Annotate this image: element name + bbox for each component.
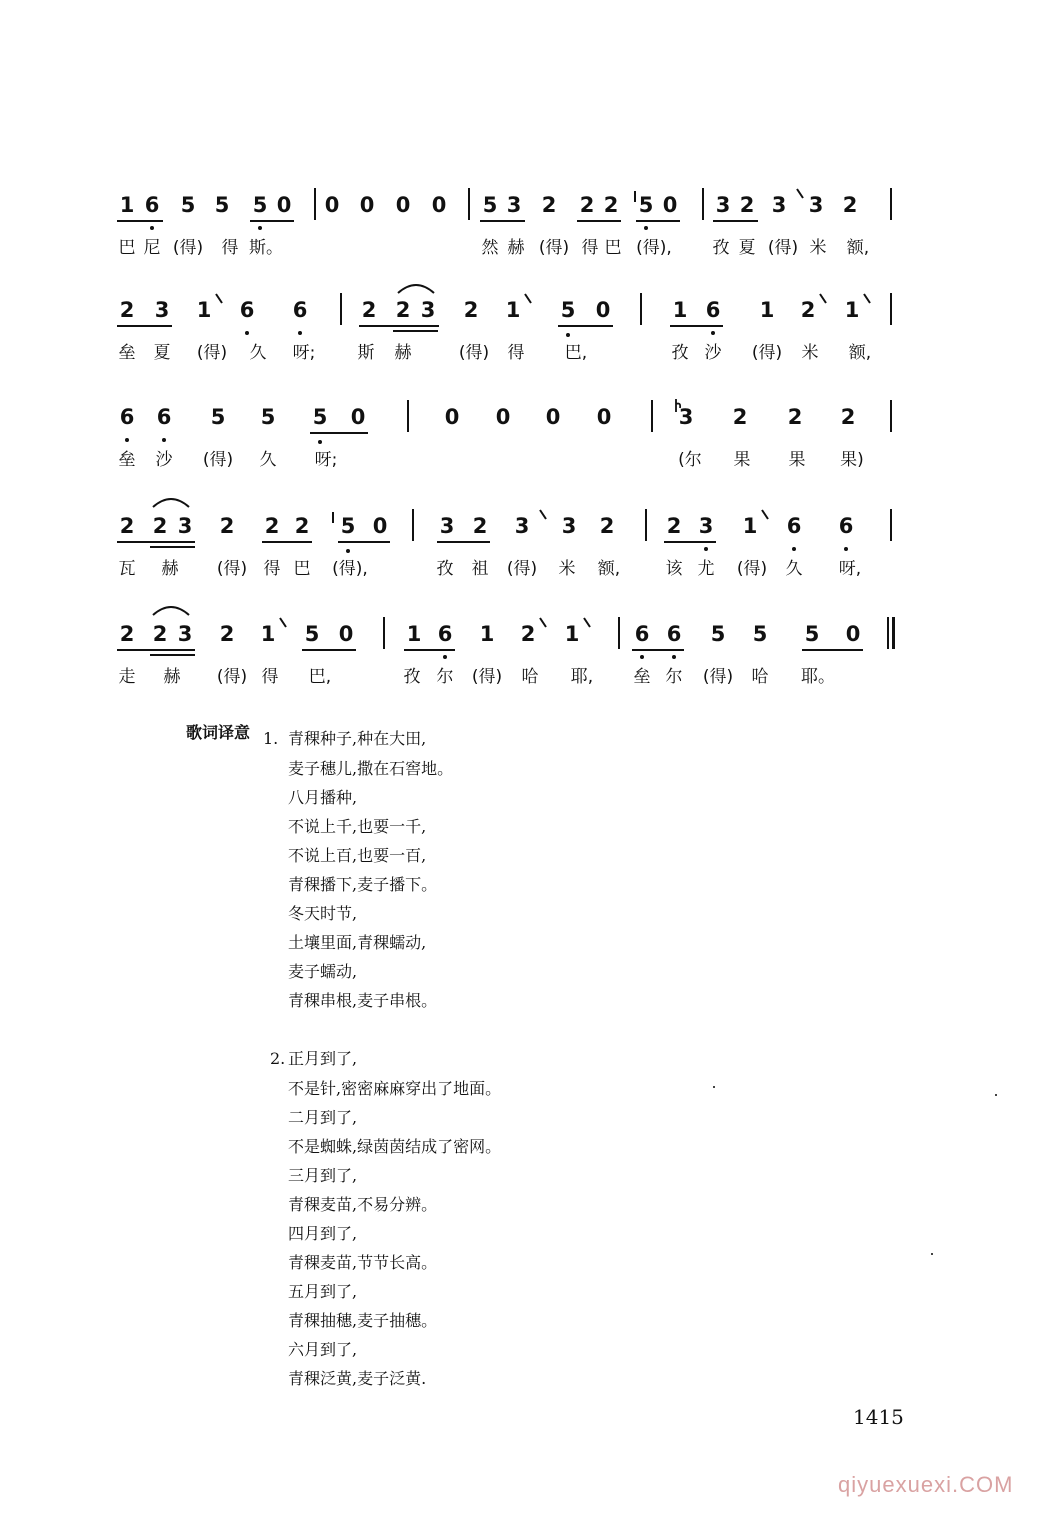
lyric-syllable: 得: [507, 343, 525, 363]
note: 5: [638, 193, 654, 217]
notation-row: [0, 513, 1054, 563]
lyric-syllable: 尔: [665, 667, 683, 687]
note: 5: [752, 622, 768, 646]
verse-line: 青稞串根,麦子串根。: [288, 991, 438, 1010]
grace-mark-icon: [632, 190, 640, 204]
note: 3: [177, 622, 193, 646]
lyric-syllable: 得: [581, 238, 599, 258]
note: 0: [596, 405, 612, 429]
lyric-syllable: 尔: [436, 667, 454, 687]
lyric-syllable: 沙: [155, 450, 173, 470]
breath-mark-icon: [523, 293, 533, 305]
notation-row: [0, 192, 1054, 242]
breath-mark-icon: [760, 509, 770, 521]
note: 2: [739, 193, 755, 217]
note: 0: [545, 405, 561, 429]
note: 0: [359, 193, 375, 217]
bar-line: [314, 188, 316, 220]
note: 2: [463, 298, 479, 322]
note: 2: [472, 514, 488, 538]
underline: [480, 220, 525, 222]
watermark: qiyuexuexi.COM: [838, 1472, 1014, 1497]
note: 2: [119, 298, 135, 322]
note: 2: [800, 298, 816, 322]
note: 5: [482, 193, 498, 217]
verse-line: 麦子蠕动,: [288, 962, 358, 981]
note: 1: [759, 298, 775, 322]
octave-dot: [298, 331, 302, 335]
note: 0: [495, 405, 511, 429]
lyric-syllable: 夏: [153, 343, 171, 363]
note: 6: [838, 514, 854, 538]
note: 3: [771, 193, 787, 217]
note: 5: [304, 622, 320, 646]
note: 0: [395, 193, 411, 217]
note: 2: [119, 622, 135, 646]
lyric-syllable: 额,: [597, 559, 621, 579]
breath-mark-icon: [538, 509, 548, 521]
final-bar-line: [892, 617, 895, 649]
verse-line: 四月到了,: [288, 1224, 358, 1243]
lyric-syllable: 得: [221, 238, 239, 258]
bar-line: [407, 400, 409, 432]
lyric-syllable: 尼: [143, 238, 161, 258]
octave-dot: [792, 547, 796, 551]
lyric-syllable: 米: [558, 559, 576, 579]
verse-line: 不说上千,也要一千,: [288, 817, 427, 836]
verse-line: 三月到了,: [288, 1166, 358, 1185]
note: 5: [340, 514, 356, 538]
underline: [404, 649, 455, 651]
lyric-syllable: 然: [481, 238, 499, 258]
note: 5: [180, 193, 196, 217]
breath-mark-icon: [795, 188, 805, 200]
scan-speck: [931, 1253, 933, 1255]
lyric-syllable: 该: [665, 559, 683, 579]
lyric-syllable: 瓦: [118, 559, 136, 579]
slur-icon: [396, 281, 436, 295]
breath-mark-icon: [278, 617, 288, 629]
grace-mark-icon: [673, 398, 683, 414]
lyric-syllable: 额,: [846, 238, 870, 258]
note: 2: [152, 622, 168, 646]
lyric-syllable: 果): [840, 450, 864, 470]
note: 2: [152, 514, 168, 538]
octave-dot: [125, 438, 129, 442]
underline: [558, 325, 613, 327]
lyric-syllable: 沙: [704, 343, 722, 363]
note: 5: [710, 622, 726, 646]
lyric-syllable: 赫: [161, 559, 179, 579]
lyric-syllable: 垒: [118, 450, 136, 470]
lyric-syllable: 哈: [751, 667, 769, 687]
note: 5: [252, 193, 268, 217]
verse-line: 土壤里面,青稞蠕动,: [288, 933, 427, 952]
note: 6: [119, 405, 135, 429]
lyric-syllable: 哈: [521, 667, 539, 687]
underline: [117, 541, 195, 543]
verse-line: 麦子穗儿,撒在石窖地。: [288, 759, 454, 778]
lyric-syllable: (得): [538, 238, 570, 258]
scan-speck: [713, 1086, 715, 1088]
note: 6: [437, 622, 453, 646]
lyric-syllable: 夏: [738, 238, 756, 258]
underline: [802, 649, 863, 651]
lyric-syllable: 巴,: [308, 667, 332, 687]
lyric-syllable: 耶,: [570, 667, 594, 687]
note: 3: [506, 193, 522, 217]
underline: [117, 649, 195, 651]
underline: [636, 220, 680, 222]
bar-line: [383, 617, 385, 649]
octave-dot: [844, 547, 848, 551]
underline: [310, 432, 368, 434]
octave-dot: [346, 549, 350, 553]
scan-speck: [995, 1094, 997, 1096]
note: 2: [219, 622, 235, 646]
note: 3: [177, 514, 193, 538]
octave-dot: [566, 333, 570, 337]
verse-line: 正月到了,: [288, 1049, 358, 1068]
note: 0: [595, 298, 611, 322]
bar-line: [890, 293, 892, 325]
note: 3: [678, 405, 694, 429]
note: 2: [395, 298, 411, 322]
lyric-syllable: 斯。: [249, 238, 283, 258]
lyric-syllable: 果: [733, 450, 751, 470]
underline: [150, 654, 195, 656]
underline: [393, 330, 438, 332]
underline: [577, 220, 621, 222]
note: 1: [119, 193, 135, 217]
note: 2: [541, 193, 557, 217]
note: 6: [144, 193, 160, 217]
lyric-syllable: 祖: [471, 559, 489, 579]
note: 3: [561, 514, 577, 538]
verse-line: 八月播种,: [288, 788, 358, 807]
lyric-syllable: 孜: [436, 559, 454, 579]
lyric-syllable: 斯: [357, 343, 375, 363]
lyric-syllable: 走: [118, 667, 136, 687]
lyrics-row: [0, 666, 1054, 696]
lyrics-row: [0, 342, 1054, 372]
octave-dot: [162, 438, 166, 442]
breath-mark-icon: [582, 617, 592, 629]
breath-mark-icon: [818, 293, 828, 305]
bar-line: [890, 188, 892, 220]
breath-mark-icon: [538, 617, 548, 629]
bar-line: [887, 617, 889, 649]
note: 3: [154, 298, 170, 322]
lyric-syllable: 久: [259, 450, 277, 470]
verse-line: 冬天时节,: [288, 904, 358, 923]
lyrics-row: [0, 237, 1054, 267]
note: 2: [599, 514, 615, 538]
octave-dot: [704, 547, 708, 551]
note: 6: [666, 622, 682, 646]
note: 2: [361, 298, 377, 322]
lyric-syllable: 久: [785, 559, 803, 579]
note: 0: [372, 514, 388, 538]
underline: [150, 546, 195, 548]
lyric-syllable: 额,: [848, 343, 872, 363]
note: 2: [264, 514, 280, 538]
breath-mark-icon: [214, 293, 224, 305]
bar-line: [890, 509, 892, 541]
lyric-syllable: 果: [788, 450, 806, 470]
octave-dot: [640, 655, 644, 659]
notation-row: [0, 404, 1054, 454]
breath-mark-icon: [862, 293, 872, 305]
note: 5: [312, 405, 328, 429]
bar-line: [340, 293, 342, 325]
octave-dot: [245, 331, 249, 335]
note: 6: [705, 298, 721, 322]
note: 2: [219, 514, 235, 538]
note: 0: [444, 405, 460, 429]
lyric-syllable: 垒: [118, 343, 136, 363]
verse-number: 2.: [270, 1049, 286, 1068]
lyric-syllable: (得): [736, 559, 768, 579]
lyrics-row: [0, 449, 1054, 479]
lyric-syllable: 得: [263, 559, 281, 579]
lyric-syllable: (得): [196, 343, 228, 363]
bar-line: [702, 188, 704, 220]
note: 0: [338, 622, 354, 646]
verse-line: 青稞抽穗,麦子抽穗。: [288, 1311, 438, 1330]
note: 0: [276, 193, 292, 217]
note: 5: [804, 622, 820, 646]
underline: [670, 325, 723, 327]
verse-line: 青稞播下,麦子播下。: [288, 875, 438, 894]
note: 1: [564, 622, 580, 646]
verse-line: 二月到了,: [288, 1108, 358, 1127]
octave-dot: [672, 655, 676, 659]
lyric-syllable: 呀;: [292, 343, 316, 363]
lyric-syllable: 呀;: [314, 450, 338, 470]
note: 2: [579, 193, 595, 217]
note: 5: [214, 193, 230, 217]
octave-dot: [711, 331, 715, 335]
lyric-syllable: 赫: [163, 667, 181, 687]
note: 3: [514, 514, 530, 538]
note: 6: [292, 298, 308, 322]
note: 2: [842, 193, 858, 217]
note: 0: [662, 193, 678, 217]
note: 2: [732, 405, 748, 429]
lyric-syllable: (尔: [678, 450, 702, 470]
verse-line: 不说上百,也要一百,: [288, 846, 427, 865]
verse-line: 不是蜘蛛,绿茵茵结成了密网。: [288, 1137, 502, 1156]
note: 1: [672, 298, 688, 322]
verse-line: 青稞麦苗,节节长高。: [288, 1253, 438, 1272]
notation-row: [0, 297, 1054, 347]
lyric-syllable: 孜: [671, 343, 689, 363]
note: 0: [350, 405, 366, 429]
underline: [359, 325, 439, 327]
note: 1: [505, 298, 521, 322]
note: 6: [786, 514, 802, 538]
bar-line: [640, 293, 642, 325]
lyric-syllable: 巴: [293, 559, 311, 579]
slur-icon: [151, 603, 191, 617]
lyric-syllable: (得),: [332, 559, 368, 579]
note: 1: [742, 514, 758, 538]
note: 1: [479, 622, 495, 646]
underline: [713, 220, 758, 222]
lyric-syllable: 耶。: [801, 667, 835, 687]
verse-line: 五月到了,: [288, 1282, 358, 1301]
lyric-syllable: 赫: [507, 238, 525, 258]
underline: [302, 649, 356, 651]
note: 1: [196, 298, 212, 322]
lyric-syllable: (得): [767, 238, 799, 258]
note: 0: [845, 622, 861, 646]
octave-dot: [443, 655, 447, 659]
underline: [117, 220, 163, 222]
lyric-syllable: 得: [261, 667, 279, 687]
lyric-syllable: (得): [202, 450, 234, 470]
underline: [262, 541, 312, 543]
note: 5: [560, 298, 576, 322]
bar-line: [890, 400, 892, 432]
underline: [632, 649, 684, 651]
note: 1: [260, 622, 276, 646]
underline: [664, 541, 716, 543]
notation-row: [0, 621, 1054, 671]
verse-line: 青稞麦苗,不易分辨。: [288, 1195, 438, 1214]
note: 2: [294, 514, 310, 538]
octave-dot: [258, 226, 262, 230]
lyric-syllable: 尤: [697, 559, 715, 579]
bar-line: [645, 509, 647, 541]
verse-line: 青稞种子,种在大田,: [288, 729, 427, 748]
lyric-syllable: (得): [216, 559, 248, 579]
note: 6: [156, 405, 172, 429]
lyric-syllable: 垒: [633, 667, 651, 687]
score-system-2: [0, 297, 1054, 407]
lyric-syllable: (得): [506, 559, 538, 579]
page-number: 1415: [853, 1405, 904, 1429]
note: 2: [603, 193, 619, 217]
lyric-syllable: (得): [471, 667, 503, 687]
underline: [117, 325, 172, 327]
note: 5: [210, 405, 226, 429]
octave-dot: [318, 440, 322, 444]
translation-label: 歌词译意: [186, 723, 251, 742]
bar-line: [651, 400, 653, 432]
lyric-syllable: 巴: [604, 238, 622, 258]
lyric-syllable: 巴: [118, 238, 136, 258]
octave-dot: [644, 226, 648, 230]
underline: [250, 220, 294, 222]
octave-dot: [150, 226, 154, 230]
lyrics-row: [0, 558, 1054, 588]
note: 1: [844, 298, 860, 322]
note: 3: [715, 193, 731, 217]
lyric-syllable: 赫: [394, 343, 412, 363]
underline: [338, 541, 390, 543]
note: 0: [431, 193, 447, 217]
lyric-syllable: (得): [702, 667, 734, 687]
note: 0: [324, 193, 340, 217]
note: 6: [239, 298, 255, 322]
note: 2: [787, 405, 803, 429]
lyric-syllable: (得): [751, 343, 783, 363]
note: 2: [840, 405, 856, 429]
note: 2: [119, 514, 135, 538]
lyric-syllable: 久: [249, 343, 267, 363]
lyric-syllable: (得): [458, 343, 490, 363]
note: 3: [698, 514, 714, 538]
lyric-syllable: 呀,: [838, 559, 862, 579]
lyric-syllable: 孜: [403, 667, 421, 687]
lyric-syllable: (得): [216, 667, 248, 687]
note: 2: [520, 622, 536, 646]
lyric-syllable: (得): [172, 238, 204, 258]
underline: [437, 541, 490, 543]
score-system-5: [0, 621, 1054, 731]
lyric-syllable: (得),: [636, 238, 672, 258]
note: 2: [666, 514, 682, 538]
lyric-syllable: 米: [801, 343, 819, 363]
bar-line: [468, 188, 470, 220]
note: 3: [808, 193, 824, 217]
bar-line: [412, 509, 414, 541]
grace-mark-icon: [330, 511, 338, 525]
verse-number: 1.: [263, 729, 279, 748]
note: 3: [420, 298, 436, 322]
lyric-syllable: 米: [809, 238, 827, 258]
verse-line: 不是针,密密麻麻穿出了地面。: [288, 1079, 502, 1098]
verse-line: 青稞泛黄,麦子泛黄.: [288, 1369, 427, 1388]
score-system-1: [0, 192, 1054, 302]
note: 6: [634, 622, 650, 646]
verse-line: 六月到了,: [288, 1340, 358, 1359]
lyric-syllable: 孜: [712, 238, 730, 258]
slur-icon: [151, 495, 191, 509]
note: 1: [406, 622, 422, 646]
note: 3: [439, 514, 455, 538]
bar-line: [618, 617, 620, 649]
lyric-syllable: 巴,: [564, 343, 588, 363]
note: 5: [260, 405, 276, 429]
